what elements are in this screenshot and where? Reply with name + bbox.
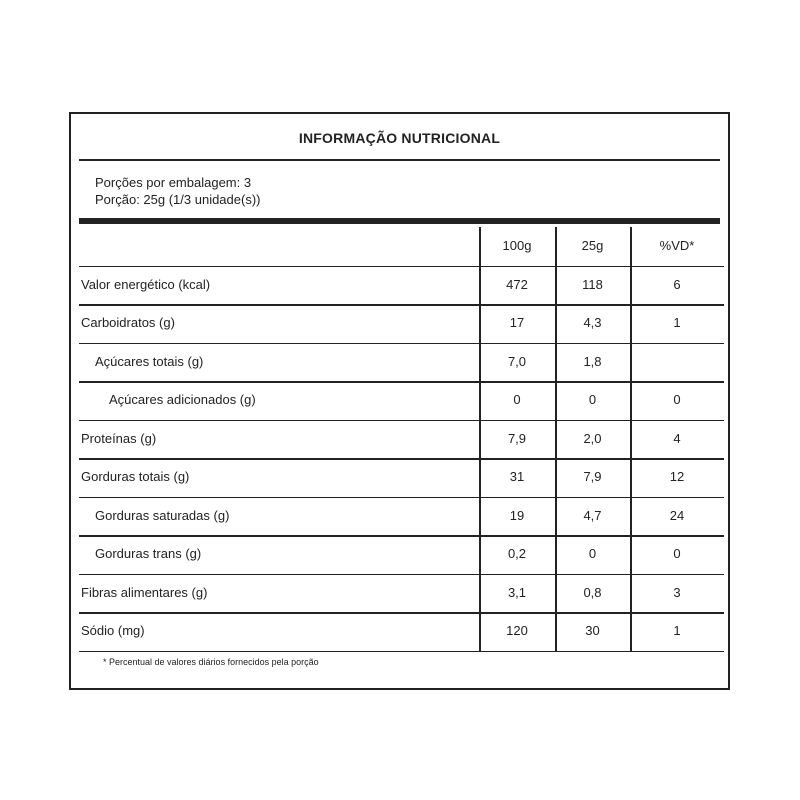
value-per-portion: 4,7 (583, 507, 602, 523)
value-per-100g: 31 (509, 469, 525, 484)
value-per-100g: 120 (506, 623, 528, 638)
daily-value-percent: 24 (669, 507, 685, 523)
daily-value-percent: 0 (673, 392, 681, 407)
daily-value-percent: 6 (673, 276, 681, 292)
row-divider (79, 535, 724, 537)
value-per-100g: 7,9 (507, 430, 527, 446)
daily-value-percent: 1 (673, 315, 681, 330)
nutrient-name: Carboidratos (g) (81, 315, 175, 330)
value-per-portion: 7,9 (583, 469, 602, 484)
footnote: * Percentual de valores diários fornecidos pela porção (103, 657, 319, 667)
title-divider (79, 159, 720, 161)
column-divider (479, 227, 481, 651)
value-per-100g: 3,1 (507, 584, 527, 600)
servings-per-package: Porções por embalagem: 3 (95, 175, 252, 190)
value-per-100g: 472 (506, 276, 528, 292)
nutrient-name: Gorduras totais (g) (81, 469, 190, 484)
row-divider (79, 343, 724, 345)
column-header: 100g (502, 238, 532, 253)
daily-value-percent: 12 (669, 469, 685, 484)
label-title: INFORMAÇÃO NUTRICIONAL (298, 130, 501, 146)
value-per-portion: 0 (588, 546, 597, 561)
portion-size: Porção: 25g (1/3 unidade(s)) (95, 192, 261, 207)
servings-info (95, 174, 260, 208)
value-per-100g: 19 (509, 507, 525, 523)
value-per-portion: 1,8 (583, 353, 602, 369)
row-divider (79, 612, 724, 614)
nutrient-name: Gorduras trans (g) (95, 546, 202, 561)
value-per-portion: 0 (588, 392, 597, 407)
nutrient-name: Sódio (mg) (81, 623, 145, 638)
row-divider (79, 497, 724, 499)
value-per-portion: 118 (582, 276, 603, 292)
nutrient-name: Açúcares adicionados (g) (109, 392, 256, 407)
daily-value-percent: 3 (673, 584, 681, 600)
column-divider (555, 227, 557, 651)
nutrient-name: Valor energético (kcal) (81, 276, 211, 292)
nutrient-name: Açúcares totais (g) (95, 353, 204, 369)
row-divider (79, 420, 724, 422)
value-per-100g: 7,0 (507, 353, 527, 369)
nutrition-facts-label (69, 112, 730, 690)
row-divider (79, 304, 724, 306)
row-divider (79, 266, 724, 268)
value-per-100g: 0,2 (507, 546, 527, 561)
daily-value-percent (640, 343, 714, 381)
daily-value-percent: 1 (673, 623, 681, 638)
thick-divider (79, 218, 720, 224)
value-per-portion: 30 (585, 623, 600, 638)
value-per-portion: 4,3 (583, 315, 602, 330)
value-per-100g: 0 (513, 392, 521, 407)
nutrient-name: Gorduras saturadas (g) (95, 507, 230, 523)
value-per-portion: 2,0 (583, 430, 602, 446)
nutrient-name: Proteínas (g) (81, 430, 157, 446)
value-per-portion: 0,8 (583, 584, 602, 600)
row-divider (79, 458, 724, 460)
daily-value-percent: 0 (673, 546, 681, 561)
column-header: %VD* (659, 238, 695, 253)
row-divider (79, 651, 724, 653)
value-per-100g: 17 (509, 315, 525, 330)
row-divider (79, 574, 724, 576)
row-divider (79, 381, 724, 383)
column-header: 25g (581, 238, 604, 253)
column-divider (630, 227, 632, 651)
daily-value-percent: 4 (673, 430, 681, 446)
nutrient-name: Fibras alimentares (g) (81, 584, 208, 600)
